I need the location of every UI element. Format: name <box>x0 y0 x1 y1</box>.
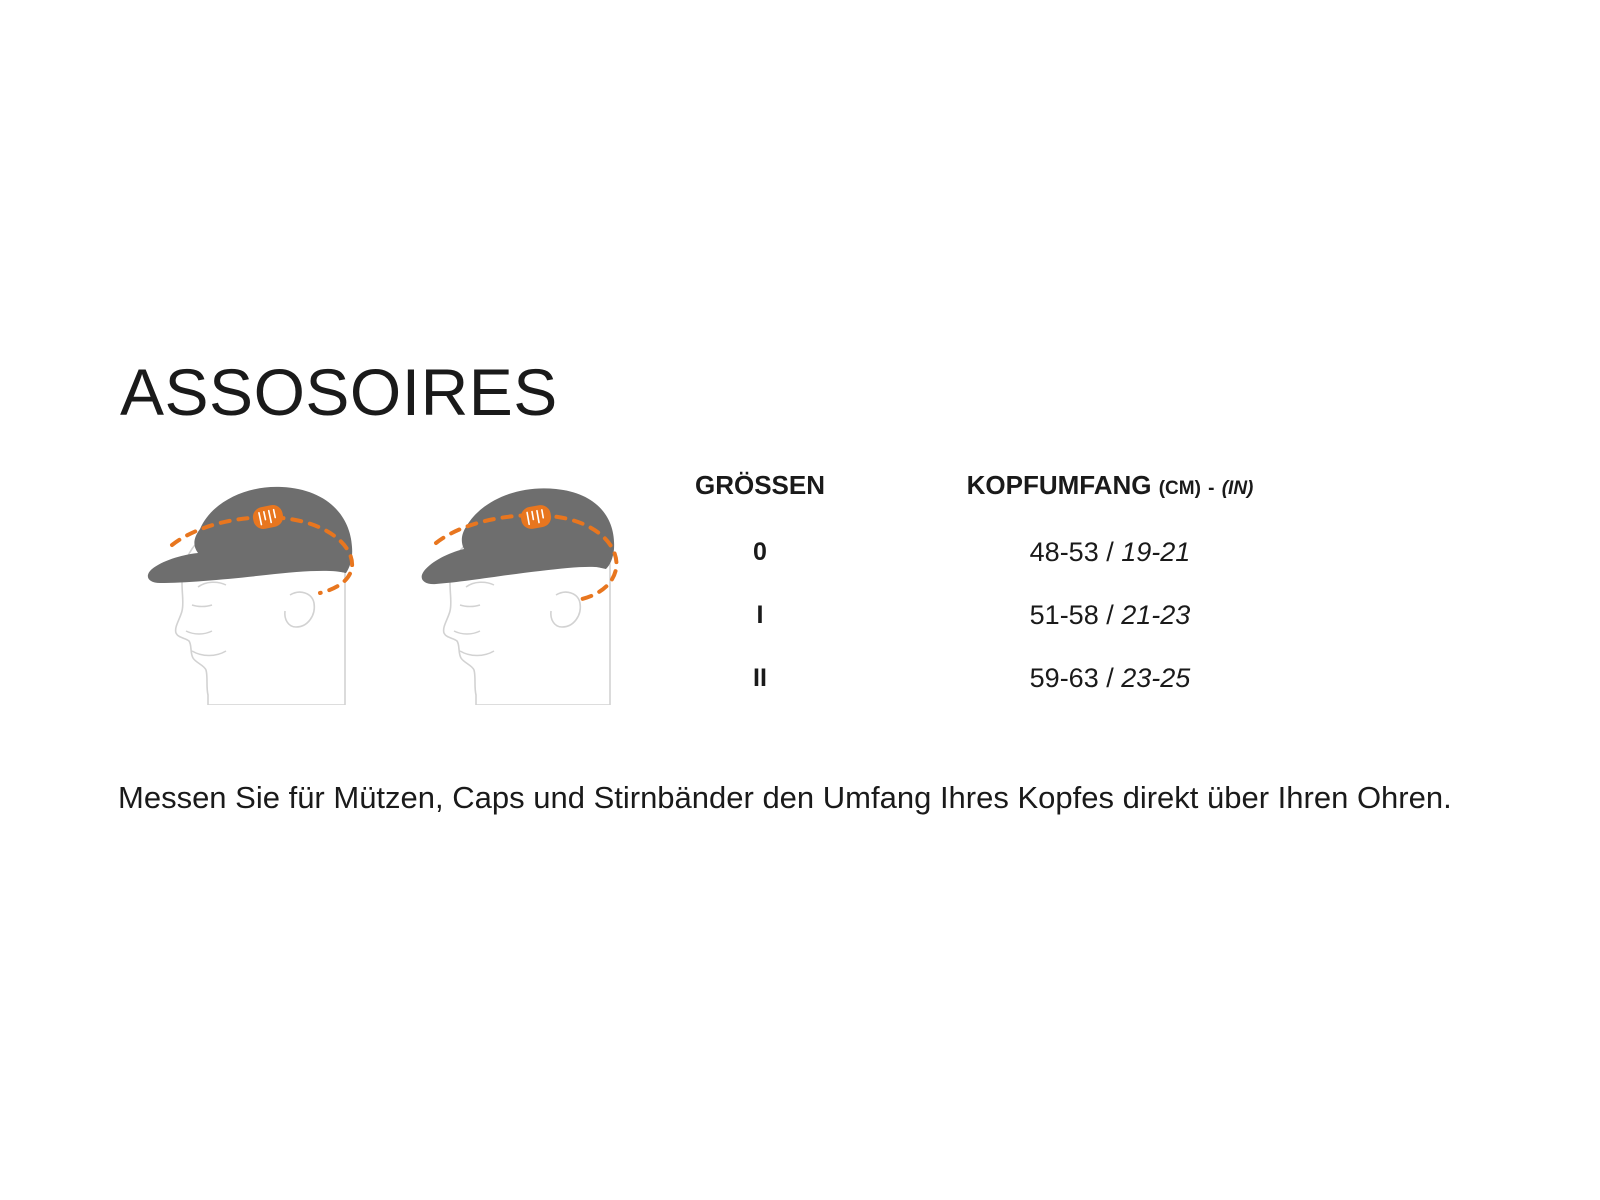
size-table <box>650 470 1350 716</box>
circumference-in: 23-25 <box>1121 663 1191 693</box>
head-with-cap-front-angle <box>148 487 352 705</box>
header-head-circumference <box>870 470 1350 527</box>
table-row <box>650 590 1350 653</box>
head-with-cap-side-angle <box>422 488 617 705</box>
header-measure-label: KOPFUMFANG <box>966 470 1152 500</box>
measurement-instructions: Messen Sie für Mützen, Caps und Stirnbänder den Umfang Ihres Kopfes direkt über Ihren Ohren. <box>118 780 1452 815</box>
size-value: I <box>756 601 764 629</box>
size-table-container <box>650 470 1350 716</box>
value-separator: / <box>1106 600 1114 630</box>
size-value: 0 <box>753 538 767 566</box>
circumference-in: 19-21 <box>1121 537 1191 567</box>
circumference-cm: 59-63 <box>1029 663 1099 693</box>
illustration-group <box>140 455 660 705</box>
table-row <box>650 527 1350 590</box>
table-header-row <box>650 470 1350 527</box>
header-unit-in: (IN) <box>1221 478 1254 499</box>
circumference-cm: 51-58 <box>1029 600 1099 630</box>
value-separator: / <box>1106 663 1114 693</box>
circumference-value <box>870 590 1350 653</box>
circumference-cm: 48-53 <box>1029 537 1099 567</box>
page-title: ASSOSOIRES <box>120 355 558 430</box>
circumference-in: 21-23 <box>1121 600 1191 630</box>
value-separator: / <box>1106 537 1114 567</box>
circumference-value <box>870 653 1350 716</box>
header-unit-cm: (CM) <box>1158 478 1201 499</box>
header-unit-separator: - <box>1208 478 1215 499</box>
size-value: II <box>753 664 767 692</box>
table-row <box>650 653 1350 716</box>
circumference-value <box>870 527 1350 590</box>
header-sizes: GRÖSSEN <box>694 470 826 500</box>
